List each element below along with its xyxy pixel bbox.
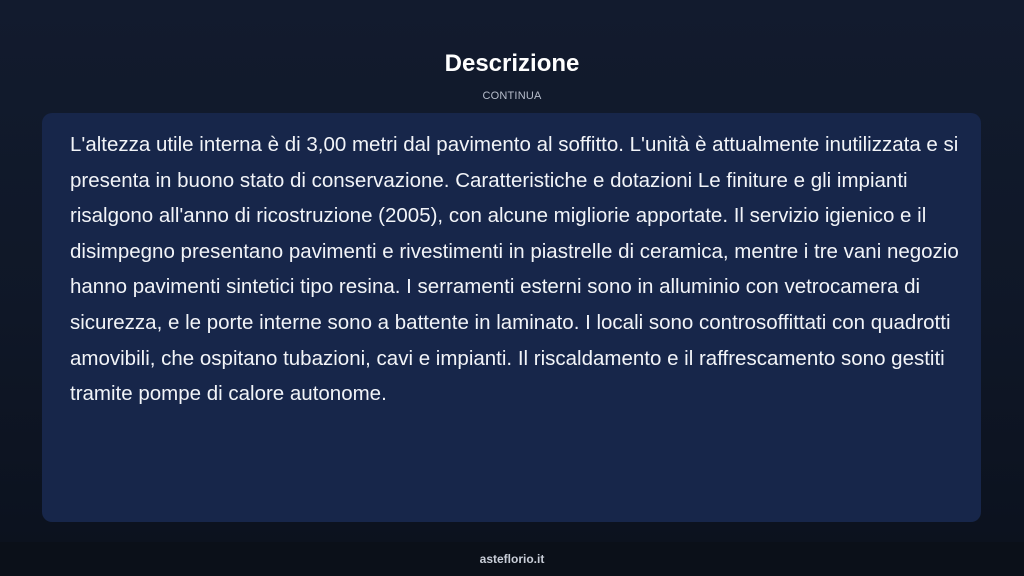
page-title: Descrizione: [444, 50, 580, 77]
footer-bar: [0, 542, 1024, 576]
description-text: L'altezza utile interna è di 3,00 metri dal pavimento al soffitto. L'unità è attualmente inutilizzata e si presenta in buono stato di conservazione. Caratteristiche e dotazioni Le finiture e gli impianti risalgono all'anno di ricostruzione (2005), con alcune migliorie apportate. Il servizio igienico e il disimpegno presentano pavimenti e rivestimenti in piastrelle di ceramica, mentre i tre vani negozio hanno pavimenti sintetici tipo resina. I serramenti esterni sono in alluminio con vetrocamera di sicurezza, e le porte interne sono a battente in laminato. I locali sono controsoffittati con quadrotti amovibili, che ospitano tubazioni, cavi e impianti. Il riscaldamento e il raffrescamento sono gestiti tramite pompe di calore autonome.: [70, 133, 959, 406]
description-card: [42, 113, 981, 522]
continued-label: CONTINUA: [482, 90, 542, 102]
footer-site-label: asteflorio.it: [479, 552, 545, 566]
